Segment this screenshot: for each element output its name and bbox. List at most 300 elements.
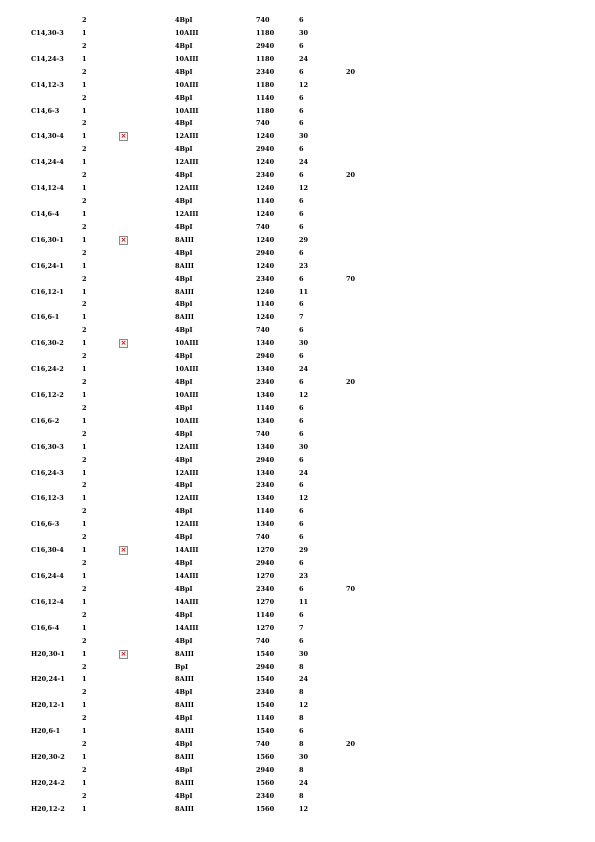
cell-q: 23 (299, 571, 309, 580)
cell-n: 1 (82, 132, 87, 141)
cell-type: 4ВрI (175, 16, 193, 24)
cell-len: 2940 (256, 352, 275, 361)
cell-type: 4ВрI (175, 584, 193, 593)
cell-q: 8 (299, 791, 304, 800)
cell-n: 2 (82, 93, 87, 102)
cell-q: 11 (299, 287, 309, 296)
cell-q: 6 (299, 222, 304, 231)
cell-q: 6 (299, 481, 304, 490)
cell-q: 30 (299, 442, 309, 451)
cell-code: H20,12-1 (31, 701, 65, 710)
cell-n: 2 (82, 610, 87, 619)
cell-q: 6 (299, 300, 304, 309)
cell-len: 1540 (256, 675, 275, 684)
cell-len: 1140 (256, 93, 275, 102)
cell-len: 740 (256, 533, 270, 542)
cell-type: 8АIII (175, 727, 194, 736)
cell-type: 4ВрI (175, 714, 193, 723)
table-row (0, 402, 595, 414)
cell-type: 4ВрI (175, 222, 193, 231)
cell-type: 8АIII (175, 804, 194, 813)
cell-n: 2 (82, 403, 87, 412)
cell-n: 1 (82, 494, 87, 503)
cell-n: 1 (82, 546, 87, 555)
table-row (0, 143, 595, 155)
table-row (0, 686, 595, 698)
cell-n: 2 (82, 429, 87, 438)
cell-n: 2 (82, 300, 87, 309)
cell-len: 1240 (256, 209, 275, 218)
cell-n: 1 (82, 158, 87, 167)
table-row (0, 260, 595, 272)
table-row (0, 441, 595, 453)
cell-n: 1 (82, 54, 87, 63)
table-row (0, 479, 595, 491)
cell-n: 2 (82, 636, 87, 645)
cell-q: 6 (299, 455, 304, 464)
cell-code: C16,30-4 (31, 546, 64, 555)
table-row (0, 712, 595, 724)
table-row (0, 518, 595, 530)
cell-type: 4ВрI (175, 559, 193, 568)
cell-q: 6 (299, 507, 304, 516)
cell-type: 4ВрI (175, 41, 193, 50)
cell-q: 6 (299, 520, 304, 529)
cell-len: 2940 (256, 248, 275, 257)
cell-q: 6 (299, 106, 304, 115)
cell-q: 6 (299, 93, 304, 102)
cell-q: 6 (299, 584, 304, 593)
table-row (0, 234, 595, 246)
cell-n: 1 (82, 623, 87, 632)
cell-n: 2 (82, 274, 87, 283)
table-row (0, 324, 595, 336)
cell-n: 2 (82, 455, 87, 464)
table-row (0, 40, 595, 52)
cell-n: 2 (82, 507, 87, 516)
cell-len: 1240 (256, 261, 275, 270)
cell-q: 29 (299, 235, 309, 244)
cell-type: 4ВрI (175, 352, 193, 361)
cell-n: 1 (82, 287, 87, 296)
table-row (0, 622, 595, 634)
cell-n: 2 (82, 16, 87, 24)
cell-len: 2940 (256, 145, 275, 154)
cell-q: 12 (299, 701, 309, 710)
cell-q: 7 (299, 623, 304, 632)
cell-type: 4ВрI (175, 481, 193, 490)
cell-n: 2 (82, 584, 87, 593)
table-row (0, 14, 595, 26)
cell-q: 6 (299, 16, 304, 24)
cell-len: 1180 (256, 54, 275, 63)
cell-n: 1 (82, 442, 87, 451)
cell-code: C14,24-3 (31, 54, 64, 63)
cell-n: 2 (82, 559, 87, 568)
cell-type: 12АIII (175, 468, 199, 477)
cell-type: 8АIII (175, 261, 194, 270)
cell-len: 2940 (256, 559, 275, 568)
cell-n: 1 (82, 649, 87, 658)
cell-type: 12АIII (175, 184, 199, 193)
cell-len: 1140 (256, 507, 275, 516)
cell-len: 2340 (256, 791, 275, 800)
cell-type: 4ВрI (175, 610, 193, 619)
table-row (0, 311, 595, 323)
cell-type: 4ВрI (175, 197, 193, 206)
cell-q: 8 (299, 740, 304, 749)
cell-code: C16,30-3 (31, 442, 64, 451)
cell-code: C16,6-2 (31, 416, 60, 425)
table-row (0, 492, 595, 504)
cell-q: 7 (299, 313, 304, 322)
table-row (0, 350, 595, 362)
cell-len: 1340 (256, 365, 275, 374)
cell-n: 1 (82, 235, 87, 244)
cell-type: 4ВрI (175, 636, 193, 645)
cell-q: 8 (299, 765, 304, 774)
cell-q: 12 (299, 184, 309, 193)
cell-type: 4ВрI (175, 300, 193, 309)
cell-code: H20,12-2 (31, 804, 65, 813)
cell-len: 1340 (256, 442, 275, 451)
table-row (0, 699, 595, 711)
cell-n: 2 (82, 171, 87, 180)
table-row (0, 764, 595, 776)
cell-type: 4ВрI (175, 403, 193, 412)
table-row (0, 609, 595, 621)
cell-type: 14АIII (175, 623, 199, 632)
cell-n: 2 (82, 533, 87, 542)
cell-len: 1140 (256, 300, 275, 309)
cell-q: 6 (299, 67, 304, 76)
cell-type: 8АIII (175, 313, 194, 322)
cell-code: C14,12-4 (31, 184, 64, 193)
cell-q: 24 (299, 778, 309, 787)
cell-n: 1 (82, 416, 87, 425)
cell-type: 4ВрI (175, 791, 193, 800)
cell-n: 1 (82, 520, 87, 529)
cell-q: 30 (299, 339, 309, 348)
cell-code: C16,30-1 (31, 235, 64, 244)
cell-n: 2 (82, 326, 87, 335)
cell-q: 30 (299, 753, 309, 761)
cell-n: 2 (82, 197, 87, 206)
table-row (0, 454, 595, 466)
cell-len: 1240 (256, 287, 275, 296)
cell-type: 4ВрI (175, 740, 193, 749)
cell-type: 8АIII (175, 675, 194, 684)
cell-code: C16,30-2 (31, 339, 64, 348)
cell-n: 2 (82, 378, 87, 387)
cell-len: 1340 (256, 468, 275, 477)
cell-len: 1240 (256, 313, 275, 322)
cell-code: C16,6-4 (31, 623, 60, 632)
cell-x: 20 (346, 378, 356, 387)
cell-type: 4ВрI (175, 688, 193, 697)
cell-q: 6 (299, 403, 304, 412)
cell-q: 12 (299, 804, 309, 813)
cell-len: 1270 (256, 546, 275, 555)
cell-n: 2 (82, 248, 87, 257)
cell-len: 2340 (256, 274, 275, 283)
table-row (0, 363, 595, 375)
table-row (0, 557, 595, 569)
table-row (0, 777, 595, 789)
cell-type: 14АIII (175, 546, 199, 555)
cell-len: 1270 (256, 597, 275, 606)
cell-code: C14,12-3 (31, 80, 64, 89)
cell-len: 740 (256, 740, 270, 749)
table-row (0, 505, 595, 517)
cell-code: H20,24-2 (31, 778, 65, 787)
cell-q: 6 (299, 197, 304, 206)
cell-n: 1 (82, 313, 87, 322)
broken-image-icon: × (120, 235, 127, 244)
cell-code: C16,6-1 (31, 313, 60, 322)
cell-n: 1 (82, 80, 87, 89)
cell-len: 1140 (256, 714, 275, 723)
cell-q: 12 (299, 494, 309, 503)
cell-n: 2 (82, 714, 87, 723)
cell-q: 6 (299, 429, 304, 438)
table-row (0, 415, 595, 427)
cell-q: 6 (299, 119, 304, 128)
cell-len: 2340 (256, 584, 275, 593)
cell-n: 1 (82, 390, 87, 399)
cell-code: C16,12-4 (31, 597, 64, 606)
cell-len: 740 (256, 222, 270, 231)
cell-len: 1340 (256, 339, 275, 348)
cell-code: C16,24-2 (31, 365, 64, 374)
cell-n: 2 (82, 352, 87, 361)
cell-q: 30 (299, 132, 309, 141)
cell-q: 6 (299, 274, 304, 283)
cell-len: 2340 (256, 67, 275, 76)
cell-type: 8АIII (175, 287, 194, 296)
cell-len: 1140 (256, 610, 275, 619)
cell-q: 6 (299, 610, 304, 619)
cell-q: 24 (299, 468, 309, 477)
cell-len: 1560 (256, 778, 275, 787)
table-row (0, 596, 595, 608)
cell-n: 2 (82, 662, 87, 671)
table-row (0, 467, 595, 479)
cell-len: 1240 (256, 132, 275, 141)
table-row (0, 790, 595, 802)
cell-len: 2340 (256, 481, 275, 490)
cell-n: 1 (82, 675, 87, 684)
cell-q: 30 (299, 28, 309, 37)
cell-type: 4ВрI (175, 171, 193, 180)
cell-code: H20,6-1 (31, 727, 61, 736)
cell-n: 2 (82, 740, 87, 749)
cell-len: 1340 (256, 520, 275, 529)
table-row (0, 273, 595, 285)
cell-x: 70 (346, 584, 356, 593)
cell-code: C14,30-4 (31, 132, 64, 141)
cell-type: 8АIII (175, 649, 194, 658)
cell-len: 2340 (256, 171, 275, 180)
cell-len: 1180 (256, 106, 275, 115)
cell-type: 12АIII (175, 520, 199, 529)
table-row (0, 247, 595, 259)
cell-len: 2340 (256, 378, 275, 387)
cell-q: 6 (299, 326, 304, 335)
cell-code: C14,30-3 (31, 28, 64, 37)
cell-len: 1540 (256, 649, 275, 658)
table-row (0, 105, 595, 117)
cell-len: 1540 (256, 727, 275, 736)
cell-type: 4ВрI (175, 326, 193, 335)
cell-q: 24 (299, 54, 309, 63)
cell-x: 20 (346, 740, 356, 749)
cell-n: 1 (82, 597, 87, 606)
table-row (0, 221, 595, 233)
cell-type: 10АIII (175, 390, 199, 399)
cell-n: 2 (82, 222, 87, 231)
cell-x: 20 (346, 171, 356, 180)
cell-n: 1 (82, 209, 87, 218)
broken-image-icon: × (120, 649, 127, 658)
cell-n: 1 (82, 778, 87, 787)
cell-n: 1 (82, 727, 87, 736)
cell-n: 2 (82, 145, 87, 154)
cell-type: 12АIII (175, 132, 199, 141)
cell-q: 6 (299, 727, 304, 736)
cell-q: 29 (299, 546, 309, 555)
cell-len: 740 (256, 16, 270, 24)
cell-code: H20,24-1 (31, 675, 65, 684)
cell-n: 1 (82, 106, 87, 115)
cell-len: 740 (256, 119, 270, 128)
cell-type: 4ВрI (175, 248, 193, 257)
cell-q: 6 (299, 171, 304, 180)
table-row (0, 156, 595, 168)
cell-q: 8 (299, 688, 304, 697)
table-row (0, 27, 595, 39)
cell-len: 2940 (256, 41, 275, 50)
table-row (0, 92, 595, 104)
cell-code: C14,6-4 (31, 209, 60, 218)
table-row (0, 544, 595, 556)
cell-len: 1340 (256, 494, 275, 503)
cell-type: 10АIII (175, 28, 199, 37)
table-row (0, 648, 595, 660)
cell-type: 4ВрI (175, 429, 193, 438)
cell-code: C16,12-2 (31, 390, 64, 399)
cell-n: 2 (82, 765, 87, 774)
cell-len: 740 (256, 326, 270, 335)
cell-n: 2 (82, 119, 87, 128)
cell-n: 1 (82, 571, 87, 580)
cell-len: 2940 (256, 455, 275, 464)
table-row (0, 182, 595, 194)
cell-len: 1540 (256, 701, 275, 710)
table-row (0, 661, 595, 673)
cell-code: C16,12-3 (31, 494, 64, 503)
cell-q: 6 (299, 248, 304, 257)
table-row (0, 298, 595, 310)
cell-type: 4ВрI (175, 93, 193, 102)
table-row (0, 337, 595, 349)
cell-type: 10АIII (175, 416, 199, 425)
table-row (0, 725, 595, 737)
cell-q: 24 (299, 675, 309, 684)
table-row (0, 169, 595, 181)
cell-q: 6 (299, 352, 304, 361)
cell-type: 8АIII (175, 753, 194, 761)
cell-len: 1270 (256, 623, 275, 632)
broken-image-icon: × (120, 546, 127, 555)
cell-q: 8 (299, 662, 304, 671)
table-row (0, 531, 595, 543)
cell-len: 1560 (256, 753, 275, 761)
cell-q: 6 (299, 636, 304, 645)
table-row (0, 738, 595, 750)
cell-q: 23 (299, 261, 309, 270)
cell-type: 10АIII (175, 54, 199, 63)
table-row (0, 117, 595, 129)
cell-len: 1270 (256, 571, 275, 580)
cell-len: 1140 (256, 403, 275, 412)
cell-type: 12АIII (175, 494, 199, 503)
cell-type: 4ВрI (175, 507, 193, 516)
cell-code: H20,30-2 (31, 753, 65, 761)
cell-type: 12АIII (175, 158, 199, 167)
cell-x: 70 (346, 274, 356, 283)
cell-q: 24 (299, 158, 309, 167)
cell-q: 6 (299, 533, 304, 542)
cell-n: 2 (82, 41, 87, 50)
table-row (0, 673, 595, 685)
cell-code: C16,6-3 (31, 520, 60, 529)
table-row (0, 803, 595, 815)
cell-n: 1 (82, 701, 87, 710)
cell-n: 2 (82, 67, 87, 76)
table-row (0, 570, 595, 582)
table-row (0, 195, 595, 207)
table-row (0, 751, 595, 763)
table-row (0, 53, 595, 65)
cell-type: 10АIII (175, 339, 199, 348)
table-row (0, 583, 595, 595)
cell-type: 4ВрI (175, 533, 193, 542)
cell-len: 1240 (256, 184, 275, 193)
table-row (0, 79, 595, 91)
cell-n: 2 (82, 688, 87, 697)
cell-n: 1 (82, 261, 87, 270)
cell-type: 10АIII (175, 106, 199, 115)
cell-len: 2940 (256, 662, 275, 671)
cell-code: C16,24-1 (31, 261, 64, 270)
cell-n: 2 (82, 791, 87, 800)
cell-type: 12АIII (175, 442, 199, 451)
cell-q: 6 (299, 41, 304, 50)
cell-q: 6 (299, 416, 304, 425)
table-row (0, 389, 595, 401)
cell-len: 740 (256, 429, 270, 438)
broken-image-icon: × (120, 339, 127, 348)
table-row (0, 286, 595, 298)
cell-n: 1 (82, 184, 87, 193)
cell-type: ВрI (175, 662, 189, 671)
cell-q: 12 (299, 390, 309, 399)
table-row (0, 66, 595, 78)
cell-type: 4ВрI (175, 145, 193, 154)
cell-q: 6 (299, 209, 304, 218)
cell-len: 1340 (256, 416, 275, 425)
